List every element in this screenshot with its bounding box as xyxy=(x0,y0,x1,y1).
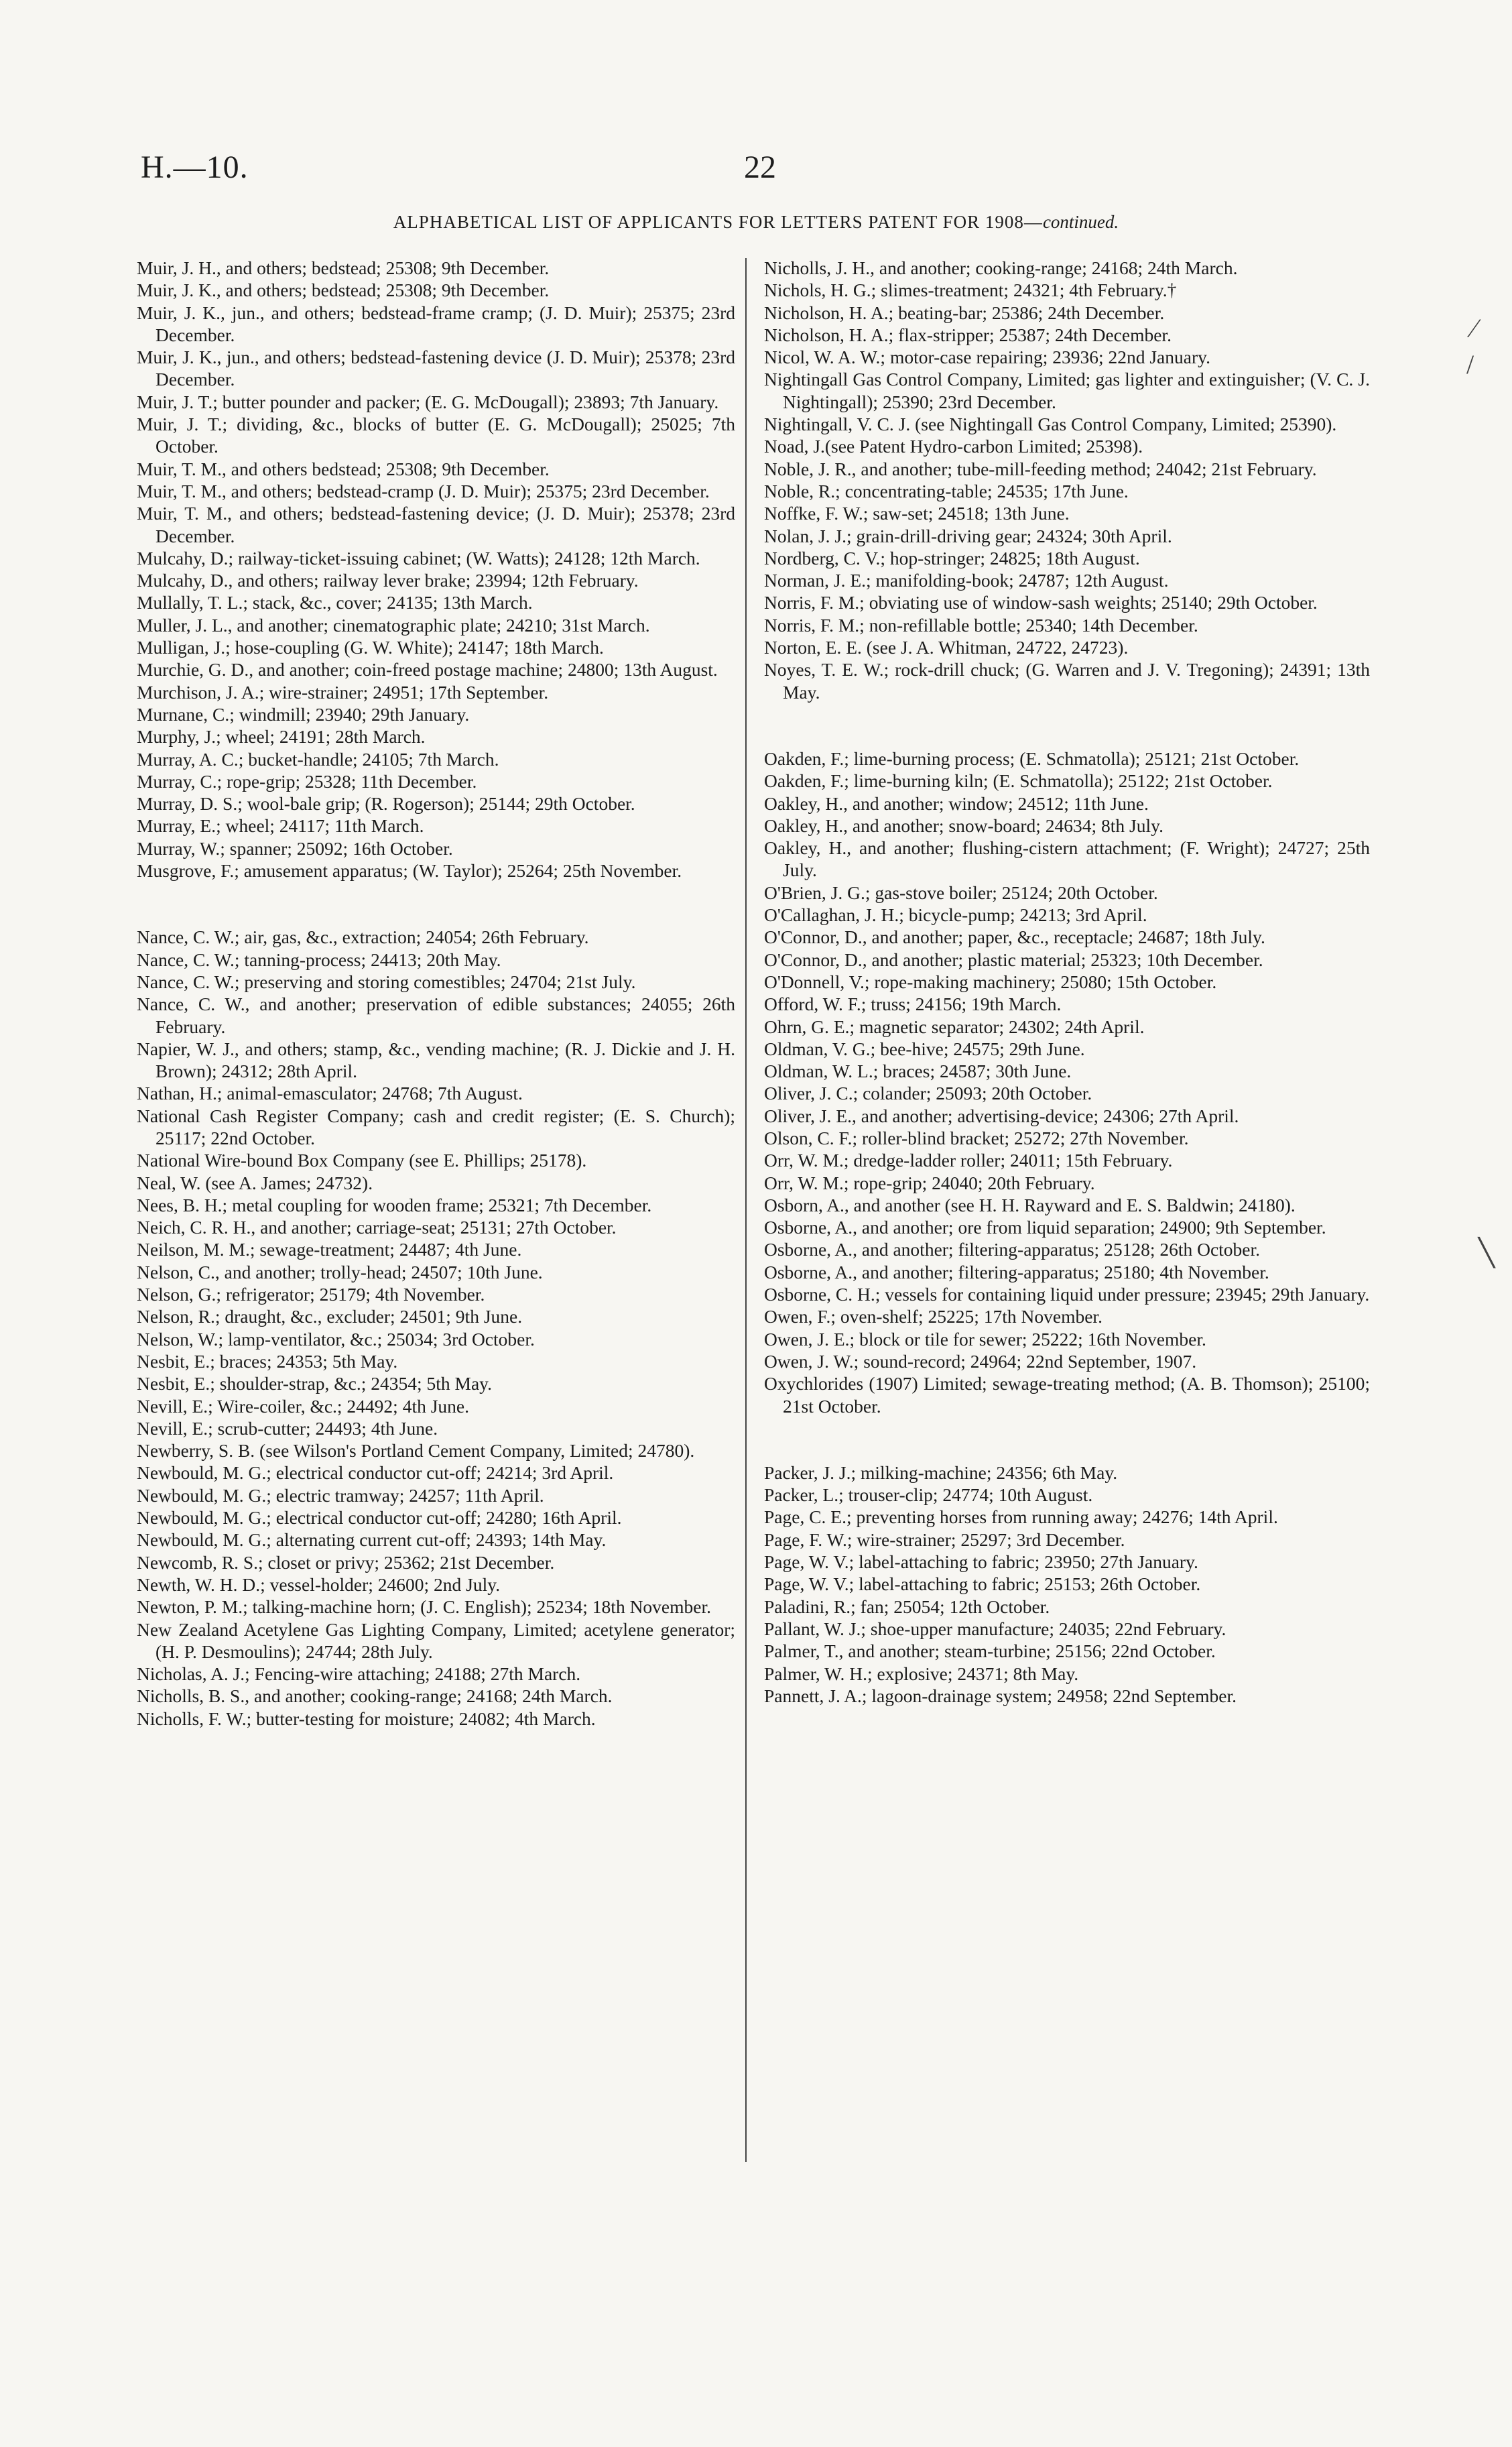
list-entry: Packer, J. J.; milking-machine; 24356; 6th May. xyxy=(764,1461,1118,1483)
list-entry: Pallant, W. J.; shoe-upper manufacture; 24035; 22nd February. xyxy=(764,1618,1226,1639)
list-entry: Nicholson, H. A.; beating-bar; 25386; 24th December. xyxy=(764,302,1165,323)
list-entry: Nichols, H. G.; slimes-treatment; 24321; 4th February.† xyxy=(764,280,1177,301)
list-entry: Murray, W.; spanner; 25092; 16th October. xyxy=(137,837,453,859)
right-section-n xyxy=(764,257,1370,703)
list-entry: Mulligan, J.; hose-coupling (G. W. White); 24147; 18th March. xyxy=(137,637,604,658)
column-divider xyxy=(745,258,747,2162)
right-section-o xyxy=(764,748,1370,1417)
list-entry: Oakley, H., and another; snow-board; 24634; 8th July. xyxy=(764,815,1163,836)
list-entry: Nightingall, V. C. J. (see Nightingall Gas Control Company, Limited; 25390). xyxy=(764,414,1337,435)
list-entry: Mulcahy, D.; railway-ticket-issuing cabinet; (W. Watts); 24128; 12th March. xyxy=(137,547,700,569)
list-entry: Ohrn, G. E.; magnetic separator; 24302; 24th April. xyxy=(764,1016,1145,1037)
list-entry: Muir, T. M., and others; bedstead-cramp (J. D. Muir); 25375; 23rd December. xyxy=(137,480,710,501)
list-entry: Oldman, V. G.; bee-hive; 24575; 29th June. xyxy=(764,1038,1085,1059)
list-entry: Pannett, J. A.; lagoon-drainage system; 24958; 22nd September. xyxy=(764,1685,1237,1706)
list-entry: Murphy, J.; wheel; 24191; 28th March. xyxy=(137,726,426,748)
list-entry: Palmer, W. H.; explosive; 24371; 8th May. xyxy=(764,1663,1079,1684)
list-entry: Page, W. V.; label-attaching to fabric; 23950; 27th January. xyxy=(764,1551,1198,1573)
list-entry: Muir, J. H., and others; bedstead; 25308; 9th December. xyxy=(137,257,550,278)
list-entry: Newton, P. M.; talking-machine horn; (J. C. English); 25234; 18th November. xyxy=(137,1596,711,1618)
list-entry: Noble, J. R., and another; tube-mill-feeding method; 24042; 21st February. xyxy=(764,458,1317,479)
list-entry: National Cash Register Company; cash and credit register; (E. S. Church); 25117; 22nd October. xyxy=(137,1105,735,1148)
left-section-m xyxy=(137,257,735,882)
list-entry: Oakden, F.; lime-burning kiln; (E. Schmatolla); 25122; 21st October. xyxy=(764,770,1273,792)
list-entry: Palmer, T., and another; steam-turbine; 25156; 22nd October. xyxy=(764,1640,1216,1662)
left-section-n xyxy=(137,926,735,1730)
section-gap xyxy=(764,703,1370,748)
list-entry: Murray, A. C.; bucket-handle; 24105; 7th March. xyxy=(137,748,499,770)
list-entry: Nelson, C., and another; trolly-head; 24507; 10th June. xyxy=(137,1261,543,1282)
list-entry: Nicholas, A. J.; Fencing-wire attaching; 24188; 27th March. xyxy=(137,1663,581,1685)
list-entry: Nees, B. H.; metal coupling for wooden frame; 25321; 7th December. xyxy=(137,1194,652,1215)
list-entry: Newth, W. H. D.; vessel-holder; 24600; 2nd July. xyxy=(137,1573,501,1595)
list-entry: Nance, C. W.; preserving and storing comestibles; 24704; 21st July. xyxy=(137,971,636,992)
list-entry: O'Callaghan, J. H.; bicycle-pump; 24213; 3rd April. xyxy=(764,904,1147,926)
list-entry: Nance, C. W.; tanning-process; 24413; 20th May. xyxy=(137,949,501,970)
list-entry: Muir, J. T.; dividing, &c., blocks of butter (E. G. McDougall); 25025; 7th October. xyxy=(137,414,735,457)
list-entry: Packer, L.; trouser-clip; 24774; 10th August. xyxy=(764,1484,1093,1506)
list-entry: Newbould, M. G.; electric tramway; 24257; 11th April. xyxy=(137,1484,544,1506)
list-entry: Nicholson, H. A.; flax-stripper; 25387; 24th December. xyxy=(764,324,1172,345)
section-gap xyxy=(137,882,735,926)
list-entry: Noble, R.; concentrating-table; 24535; 17th June. xyxy=(764,480,1129,501)
list-entry: Orr, W. M.; rope-grip; 24040; 20th February. xyxy=(764,1172,1095,1193)
list-entry: Oakden, F.; lime-burning process; (E. Schmatolla); 25121; 21st October. xyxy=(764,748,1300,769)
list-entry: Paladini, R.; fan; 25054; 12th October. xyxy=(764,1596,1050,1617)
list-entry: Offord, W. F.; truss; 24156; 19th March. xyxy=(764,994,1062,1015)
list-entry: Noad, J.(see Patent Hydro-carbon Limited; 25398). xyxy=(764,436,1143,457)
document-reference: H.—10. xyxy=(141,150,249,185)
list-entry: Nevill, E.; Wire-coiler, &c.; 24492; 4th June. xyxy=(137,1395,469,1417)
list-entry: Nesbit, E.; braces; 24353; 5th May. xyxy=(137,1350,398,1372)
heading-continued: continued. xyxy=(1042,212,1119,232)
list-entry: Nathan, H.; animal-emasculator; 24768; 7th August. xyxy=(137,1083,523,1104)
list-entry: Murnane, C.; windmill; 23940; 29th January. xyxy=(137,703,470,725)
list-entry: Oxychlorides (1907) Limited; sewage-treating method; (A. B. Thomson); 25100; 21st October. xyxy=(764,1373,1370,1417)
list-entry: Nolan, J. J.; grain-drill-driving gear; 24324; 30th April. xyxy=(764,525,1172,546)
list-entry: Muir, J. T.; butter pounder and packer; (E. G. McDougall); 23893; 7th January. xyxy=(137,391,719,412)
list-entry: Norton, E. E. (see J. A. Whitman, 24722, 24723). xyxy=(764,637,1129,658)
list-entry: Nevill, E.; scrub-cutter; 24493; 4th June. xyxy=(137,1417,438,1439)
list-entry: Nordberg, C. V.; hop-stringer; 24825; 18th August. xyxy=(764,547,1140,569)
list-entry: Muir, T. M., and others; bedstead-fastening device; (J. D. Muir); 25378; 23rd December. xyxy=(137,503,735,546)
list-entry: Newberry, S. B. (see Wilson's Portland Cement Company, Limited; 24780). xyxy=(137,1440,695,1461)
list-entry: Napier, W. J., and others; stamp, &c., vending machine; (R. J. Dickie and J. H. Brown); 24312; 28th April. xyxy=(137,1038,735,1082)
list-entry: Osborne, A., and another; ore from liquid separation; 24900; 9th September. xyxy=(764,1217,1326,1238)
list-entry: Nelson, G.; refrigerator; 25179; 4th November. xyxy=(137,1284,485,1305)
list-entry: O'Connor, D., and another; plastic material; 25323; 10th December. xyxy=(764,949,1263,970)
list-entry: Oliver, J. C.; colander; 25093; 20th October. xyxy=(764,1083,1092,1104)
list-entry: Mullally, T. L.; stack, &c., cover; 24135; 13th March. xyxy=(137,592,533,613)
list-entry: Muir, J. K., jun., and others; bedstead-frame cramp; (J. D. Muir); 25375; 23rd December. xyxy=(137,302,735,345)
list-entry: Nance, C. W.; air, gas, &c., extraction; 24054; 26th February. xyxy=(137,927,589,948)
list-entry: Osborne, A., and another; filtering-apparatus; 25128; 26th October. xyxy=(764,1239,1261,1260)
list-entry: O'Connor, D., and another; paper, &c., receptacle; 24687; 18th July. xyxy=(764,927,1265,948)
list-entry: O'Brien, J. G.; gas-stove boiler; 25124; 20th October. xyxy=(764,882,1158,903)
list-entry: O'Donnell, V.; rope-making machinery; 25080; 15th October. xyxy=(764,971,1217,992)
list-entry: National Wire-bound Box Company (see E. Phillips; 25178). xyxy=(137,1150,587,1171)
heading-title: ALPHABETICAL LIST OF APPLICANTS FOR LETTERS PATENT FOR 1908— xyxy=(393,212,1043,232)
list-entry: Musgrove, F.; amusement apparatus; (W. Taylor); 25264; 25th November. xyxy=(137,860,682,882)
section-gap xyxy=(764,1417,1370,1461)
list-entry: Muir, J. K., and others; bedstead; 25308; 9th December. xyxy=(137,280,550,301)
list-entry: Olson, C. F.; roller-blind bracket; 25272; 27th November. xyxy=(764,1127,1189,1148)
list-entry: Oakley, H., and another; window; 24512; 11th June. xyxy=(764,792,1149,814)
left-column xyxy=(137,257,735,1730)
right-column xyxy=(764,257,1370,1707)
list-entry: Osborne, A., and another; filtering-apparatus; 25180; 4th November. xyxy=(764,1261,1269,1282)
list-entry: Muir, J. K., jun., and others; bedstead-fastening device (J. D. Muir); 25378; 23rd December. xyxy=(137,347,735,390)
list-entry: Nesbit, E.; shoulder-strap, &c.; 24354; 5th May. xyxy=(137,1373,493,1394)
list-entry: Page, C. E.; preventing horses from running away; 24276; 14th April. xyxy=(764,1506,1278,1528)
list-entry: Oldman, W. L.; braces; 24587; 30th June. xyxy=(764,1061,1072,1082)
list-entry: Murchie, G. D., and another; coin-freed postage machine; 24800; 13th August. xyxy=(137,659,718,680)
list-entry: Nelson, W.; lamp-ventilator, &c.; 25034; 3rd October. xyxy=(137,1328,535,1350)
list-entry: Nicholls, J. H., and another; cooking-range; 24168; 24th March. xyxy=(764,257,1238,278)
page-number: 22 xyxy=(744,150,776,185)
list-entry: Nance, C. W., and another; preservation of edible substances; 24055; 26th February. xyxy=(137,994,735,1037)
list-entry: Neilson, M. M.; sewage-treatment; 24487; 4th June. xyxy=(137,1239,522,1260)
list-entry: Oakley, H., and another; flushing-cistern attachment; (F. Wright); 24727; 25th July. xyxy=(764,837,1370,881)
list-entry: Murchison, J. A.; wire-strainer; 24951; 17th September. xyxy=(137,681,549,703)
list-entry: Page, W. V.; label-attaching to fabric; 25153; 26th October. xyxy=(764,1573,1201,1595)
margin-mark: / xyxy=(1466,349,1474,379)
list-entry: Mulcahy, D., and others; railway lever brake; 23994; 12th February. xyxy=(137,570,639,591)
list-entry: Murray, C.; rope-grip; 25328; 11th December. xyxy=(137,770,477,792)
list-entry: Newbould, M. G.; electrical conductor cut-off; 24214; 3rd April. xyxy=(137,1462,614,1484)
list-entry: Nightingall Gas Control Company, Limited; gas lighter and extinguisher; (V. C. J. Nightingall); 25390; 23rd December. xyxy=(764,369,1370,412)
list-entry: Norman, J. E.; manifolding-book; 24787; 12th August. xyxy=(764,570,1169,591)
list-entry: Nicol, W. A. W.; motor-case repairing; 23936; 22nd January. xyxy=(764,347,1210,368)
list-entry: Nelson, R.; draught, &c., excluder; 24501; 9th June. xyxy=(137,1306,523,1327)
list-entry: Newbould, M. G.; electrical conductor cut-off; 24280; 16th April. xyxy=(137,1507,622,1529)
list-entry: Neal, W. (see A. James; 24732). xyxy=(137,1172,373,1193)
list-entry: Nicholls, F. W.; butter-testing for moisture; 24082; 4th March. xyxy=(137,1708,596,1729)
list-entry: Muir, T. M., and others bedstead; 25308; 9th December. xyxy=(137,458,550,479)
list-entry: Owen, F.; oven-shelf; 25225; 17th November. xyxy=(764,1306,1102,1327)
list-entry: Norris, F. M.; non-refillable bottle; 25340; 14th December. xyxy=(764,614,1198,636)
list-entry: Page, F. W.; wire-strainer; 25297; 3rd December. xyxy=(764,1529,1125,1550)
right-section-p xyxy=(764,1461,1370,1707)
list-entry: Owen, J. E.; block or tile for sewer; 25222; 16th November. xyxy=(764,1328,1206,1350)
list-entry: Noyes, T. E. W.; rock-drill chuck; (G. Warren and J. V. Tregoning); 24391; 13th May. xyxy=(764,659,1370,703)
list-entry: Murray, E.; wheel; 24117; 11th March. xyxy=(137,815,424,837)
list-entry: Oliver, J. E., and another; advertising-device; 24306; 27th April. xyxy=(764,1105,1239,1126)
list-entry: Osborn, A., and another (see H. H. Rayward and E. S. Baldwin; 24180). xyxy=(764,1194,1296,1215)
list-entry: Neich, C. R. H., and another; carriage-seat; 25131; 27th October. xyxy=(137,1217,617,1238)
list-entry: Newbould, M. G.; alternating current cut-off; 24393; 14th May. xyxy=(137,1529,607,1551)
list-entry: Nicholls, B. S., and another; cooking-range; 24168; 24th March. xyxy=(137,1685,613,1707)
list-entry: Murray, D. S.; wool-bale grip; (R. Rogerson); 25144; 29th October. xyxy=(137,793,635,815)
list-entry: Newcomb, R. S.; closet or privy; 25362; 21st December. xyxy=(137,1551,555,1573)
margin-mark: ⁄ xyxy=(1472,313,1476,343)
list-entry: Owen, J. W.; sound-record; 24964; 22nd September, 1907. xyxy=(764,1350,1197,1372)
list-entry: Orr, W. M.; dredge-ladder roller; 24011; 15th February. xyxy=(764,1150,1173,1171)
page-heading xyxy=(134,212,1378,233)
list-entry: Muller, J. L., and another; cinematographic plate; 24210; 31st March. xyxy=(137,614,650,636)
list-entry: Noffke, F. W.; saw-set; 24518; 13th June. xyxy=(764,503,1070,524)
list-entry: Osborne, C. H.; vessels for containing liquid under pressure; 23945; 29th January. xyxy=(764,1284,1370,1305)
list-entry: Norris, F. M.; obviating use of window-sash weights; 25140; 29th October. xyxy=(764,592,1318,613)
list-entry: New Zealand Acetylene Gas Lighting Company, Limited; acetylene generator; (H. P. Desmoulins); 24744; 28th July. xyxy=(137,1618,735,1662)
margin-mark: ╲ xyxy=(1478,1238,1495,1268)
